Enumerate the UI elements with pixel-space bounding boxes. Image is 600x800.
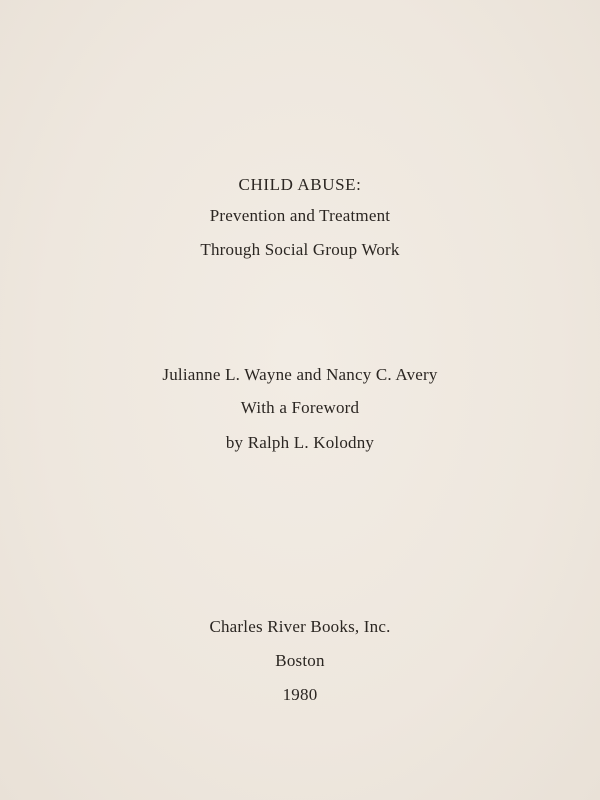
authors: Julianne L. Wayne and Nancy C. Avery [162,365,438,384]
foreword-line-1: With a Foreword [240,398,360,417]
publication-year: 1980 [282,685,318,704]
book-subtitle-line-1: Prevention and Treatment [209,206,391,225]
publisher-city: Boston [275,651,325,670]
book-title: CHILD ABUSE: [238,175,362,194]
foreword-line-2: by Ralph L. Kolodny [225,433,375,452]
book-subtitle-line-2: Through Social Group Work [200,240,400,259]
publisher-name: Charles River Books, Inc. [209,617,391,636]
